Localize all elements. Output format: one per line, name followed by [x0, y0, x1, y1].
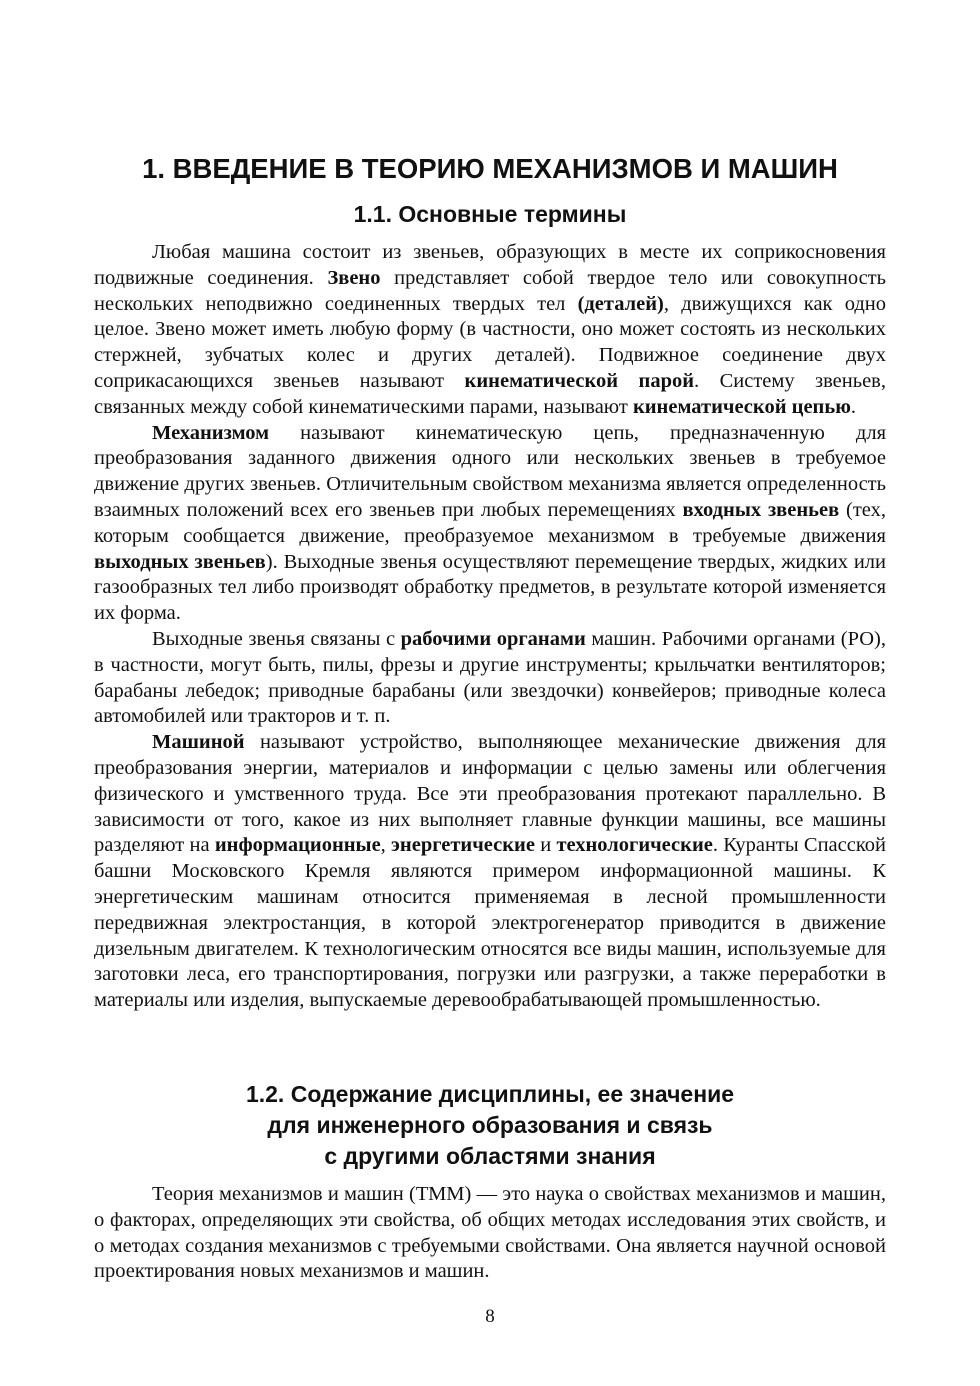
text-run: Любая машина состоит из звеньев, образующих в месте их соприкосновения подвижные соединения.: [94, 241, 886, 289]
text-run: представляет собой твердое тело или совокупность нескольких неподвижно соединенных твердых тел: [94, 266, 886, 315]
term-bold: выходных звеньев: [94, 550, 266, 573]
section-1-2-body: [94, 1182, 886, 1285]
text-run: . Куранты Спасской башни Московского Кремля являются примером информационной машины. К энергетическим машинам относится применяемая в лесной промышленности передвижная электростанция, в которой электрогенератор приводится в движение дизельным двигателем. К технологическим относятся все виды машин, используемые для заготовки леса, его транспортирования, погрузки или разгрузки, а также переработки в материалы или изделия, выпускаемые деревообрабатывающей промышленностью.: [94, 834, 886, 1012]
term-bold: технологические: [556, 834, 713, 857]
chapter-title: 1. ВВЕДЕНИЕ В ТЕОРИЮ МЕХАНИЗМОВ И МАШИН: [142, 153, 838, 184]
text-run: Выходные звенья связаны с: [152, 627, 401, 650]
text-run: . Систему звеньев, связанных между собой кинематическими парами, называют: [94, 369, 886, 418]
text-run: ,: [380, 834, 392, 857]
term-bold: (деталей): [577, 292, 664, 315]
text-run: называют кинематическую цепь, предназначенную для преобразования заданного движения одного или нескольких звеньев в требуемое движение других звеньев. Отличительным свойством механизма является определенность взаимных положений всех его звеньев при любых перемещениях: [94, 421, 886, 521]
paragraph: [94, 730, 886, 1014]
section-1-1-body: [94, 240, 886, 1014]
text-run: .: [850, 395, 856, 418]
page-number: 8: [485, 1306, 495, 1327]
term-bold: кинематической цепью: [632, 395, 851, 418]
paragraph: [94, 421, 886, 627]
term-bold: рабочими органами: [400, 627, 586, 650]
term-bold: информационные: [214, 834, 381, 857]
section-title-1-2: [0, 1079, 980, 1172]
text-run: называют устройство, выполняющее механические движения для преобразования энергии, материалов и информации с целью замены или облегчения физического и умственного труда. Все эти преобразования протекают параллельно. В зависимости от того, какое из них выполняет главные функции машины, все машины разделяют на: [94, 731, 886, 857]
section-title-line: 1.2. Содержание дисциплины, ее значение: [245, 1081, 735, 1107]
section-title-line: с другими областями знания: [324, 1143, 656, 1169]
term-bold: входных звеньев: [682, 498, 840, 521]
text-run: (тех, которым сообщается движение, преобразуемое механизмом в требуемые движения: [94, 498, 886, 547]
text-run: ). Выходные звенья осуществляют перемещение твердых, жидких или газообразных тел либо производят обработку предметов, в результате которой изменяется их форма.: [94, 550, 886, 625]
term-bold: энергетические: [391, 834, 535, 857]
term-bold: Механизмом: [152, 421, 270, 444]
text-run: машин. Рабочими органами (РО), в частности, могут быть, пилы, фрезы и другие инструменты; крыльчатки вентиляторов; барабаны лебедок; приводные барабаны (или звездочки) конвейеров; приводные колеса автомобилей или тракторов и т. п.: [94, 627, 886, 728]
text-run: , движущихся как одно целое. Звено может иметь любую форму (в частности, оно может состоять из нескольких стержней, зубчатых колес и других деталей). Подвижное соединение двух соприкасающихся звеньев называют: [94, 292, 886, 392]
term-bold: Машиной: [152, 731, 245, 754]
section-title-line: для инженерного образования и связь: [267, 1112, 713, 1138]
term-bold: Звено: [327, 266, 381, 289]
paragraph: [94, 240, 886, 421]
paragraph: Теория механизмов и машин (ТММ) — это наука о свойствах механизмов и машин, о факторах, определяющих эти свойства, об общих методах исследования этих свойств, и о методах создания механизмов с требуемыми свойствами. Она является научной основой проектирования новых механизмов и машин.: [94, 1183, 886, 1283]
term-bold: кинематической парой: [464, 369, 695, 392]
text-run: и: [534, 834, 557, 857]
section-title-1-1: 1.1. Основные термины: [353, 201, 627, 227]
paragraph: [94, 627, 886, 730]
